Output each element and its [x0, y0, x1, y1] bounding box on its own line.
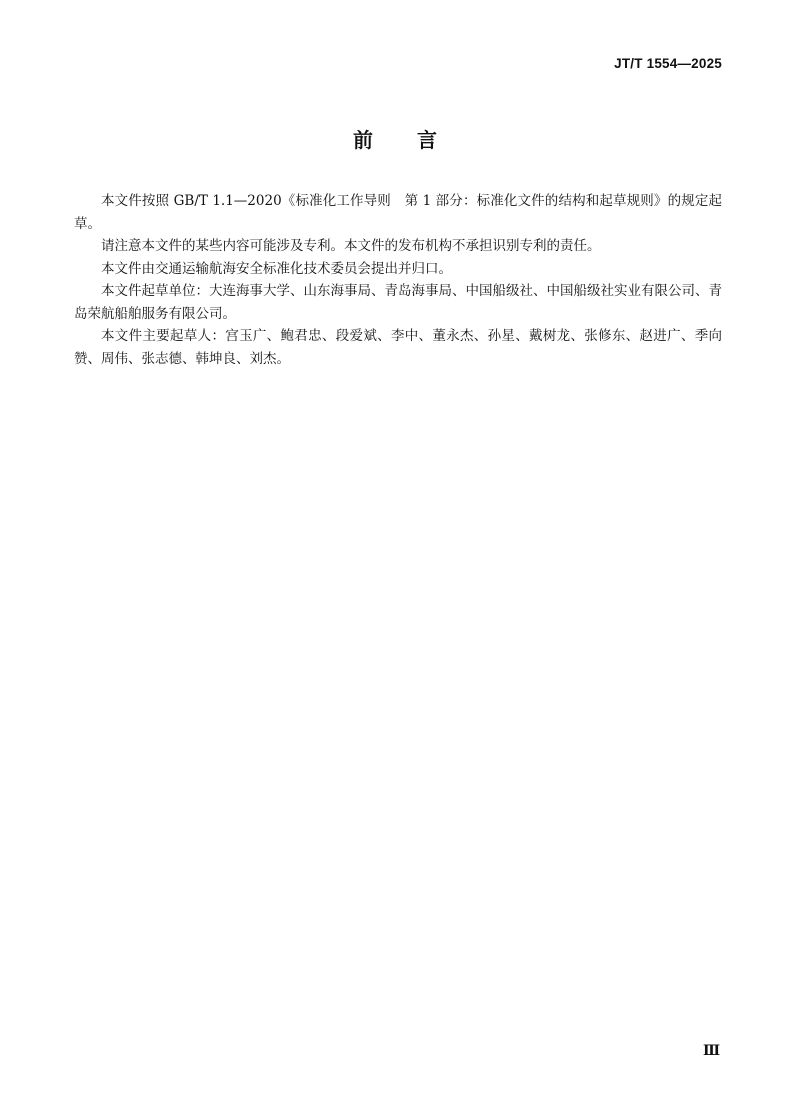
page-title: 前言: [353, 128, 481, 152]
paragraph-patent-notice: 请注意本文件的某些内容可能涉及专利。本文件的发布机构不承担识别专利的责任。: [101, 238, 601, 254]
page-number: Ⅲ: [702, 1044, 720, 1059]
paragraph-drafters: 本文件主要起草人：宫玉广、鲍君忠、段爱斌、李中、董永杰、孙星、戴树龙、张修东、赵进广、季向赞、周伟、张志德、韩坤良、刘杰。: [74, 328, 722, 367]
document-body: [74, 190, 722, 370]
paragraph-drafting-units: 本文件起草单位：大连海事大学、山东海事局、青岛海事局、中国船级社、中国船级社实业有限公司、青岛荣航船舶服务有限公司。: [74, 283, 722, 322]
paragraph-proposer: 本文件由交通运输航海安全标准化技术委员会提出并归口。: [101, 260, 452, 277]
paragraph-drafting-rules: 本文件按照 GB/T 1.1—2020《标准化工作导则 第 1 部分：标准化文件的结构和起草规则》的规定起草。: [74, 193, 722, 232]
standard-code: JT/T 1554—2025: [614, 56, 722, 71]
